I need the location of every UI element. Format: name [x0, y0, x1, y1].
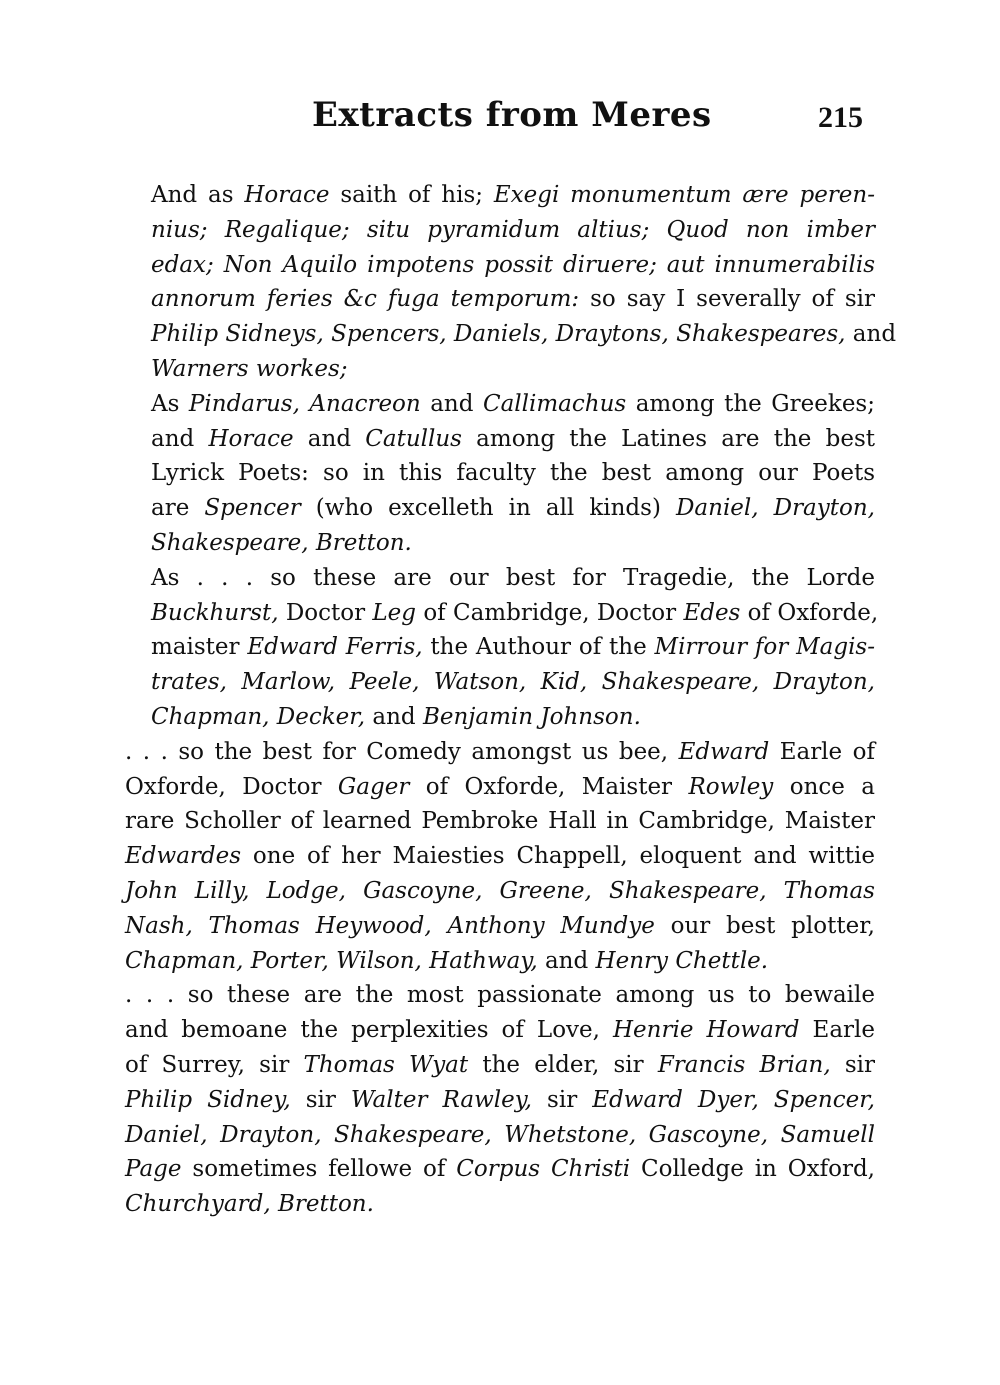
- italic-text: edax; Non Aquilo impotens possit diruere; aut innumerabilis: [151, 251, 875, 278]
- text-segment: one of her Maiesties Chappell, eloquent and wittie: [241, 843, 875, 870]
- italic-text: Edward: [678, 738, 770, 765]
- italic-text: Corpus Christi: [456, 1156, 631, 1183]
- italic-text: Exegi monumentum ære peren-: [493, 182, 875, 208]
- text-segment: among the Latines are the best: [461, 425, 876, 452]
- paragraph: [125, 978, 875, 1222]
- italic-text: Edwardes: [125, 843, 242, 870]
- text-line: [125, 456, 875, 491]
- text-line: [125, 700, 875, 735]
- text-line: [125, 352, 875, 387]
- page-number: 215: [818, 101, 863, 134]
- text-segment: the Authour of the: [422, 634, 655, 661]
- text-segment: Oxforde, Doctor: [125, 773, 338, 800]
- text-line: [125, 770, 875, 805]
- text-line: [125, 874, 875, 909]
- italic-text: Benjamin Johnson.: [422, 703, 641, 730]
- text-line: [125, 1083, 875, 1118]
- text-segment: Lyrick Poets: so in this faculty the best among our Poets: [151, 460, 875, 487]
- paragraph: [125, 387, 875, 561]
- italic-text: Philip Sidneys, Spencers, Daniels, Draytons, Shakespeares,: [151, 321, 846, 348]
- italic-text: Horace: [208, 425, 294, 452]
- text-segment: As . . . so these are our best for Tragedie, the Lorde: [151, 564, 875, 591]
- italic-text: Edward Dyer, Spencer,: [592, 1086, 875, 1113]
- italic-text: Page: [125, 1156, 182, 1183]
- text-segment: saith of his;: [329, 182, 494, 208]
- italic-text: Pindarus, Anacreon: [188, 390, 421, 417]
- italic-text: nius; Regalique; situ pyramidum altius; Quod non imber: [151, 216, 875, 243]
- italic-text: Philip Sidney,: [125, 1086, 291, 1113]
- text-segment: and: [293, 425, 366, 452]
- page-title: Extracts from Meres: [312, 95, 712, 135]
- text-segment: (who excelleth in all kinds): [300, 495, 676, 522]
- body-text: [125, 178, 897, 1222]
- text-line: [125, 1118, 875, 1153]
- italic-text: Henry Chettle.: [595, 947, 769, 974]
- paragraph: [125, 735, 875, 979]
- text-line: [125, 909, 875, 944]
- text-segment: sir: [830, 1051, 875, 1078]
- text-line: [125, 526, 875, 561]
- text-segment: Earle of: [769, 738, 875, 765]
- paragraph: [125, 178, 897, 387]
- text-segment: of Surrey, sir: [125, 1051, 304, 1078]
- italic-text: Edes: [683, 599, 741, 626]
- text-segment: As: [151, 390, 189, 417]
- text-segment: of Oxforde, Maister: [409, 773, 689, 800]
- italic-text: Warners workes;: [151, 355, 348, 382]
- text-segment: sir: [531, 1086, 593, 1113]
- text-line: [125, 1152, 875, 1187]
- text-segment: and: [365, 703, 423, 730]
- italic-text: Callimachus: [482, 390, 627, 417]
- text-segment: Earle: [799, 1017, 875, 1044]
- text-line: [125, 630, 875, 665]
- italic-text: Churchyard, Bretton.: [125, 1191, 374, 1218]
- text-segment: and: [537, 947, 596, 974]
- text-segment: and: [420, 390, 483, 417]
- text-segment: are: [151, 495, 205, 522]
- text-segment: so say I severally of sir: [579, 286, 875, 313]
- italic-text: Catullus: [365, 425, 462, 452]
- italic-text: Walter Rawley,: [350, 1086, 532, 1113]
- text-line: [125, 282, 875, 317]
- text-segment: rare Scholler of learned Pembroke Hall in Cambridge, Maister: [125, 808, 875, 835]
- italic-text: Mirrour for Magis-: [654, 634, 875, 661]
- text-segment: And as: [151, 182, 245, 208]
- text-line: [125, 387, 875, 422]
- italic-text: trates, Marlow, Peele, Watson, Kid, Shakespeare, Drayton,: [151, 669, 875, 696]
- text-segment: Colledge in Oxford,: [630, 1156, 875, 1183]
- italic-text: Chapman, Decker,: [151, 703, 366, 730]
- italic-text: Francis Brian,: [657, 1051, 831, 1078]
- text-line: [125, 978, 875, 1013]
- text-line: [125, 804, 875, 839]
- text-segment: of Cambridge, Doctor: [416, 599, 684, 626]
- italic-text: Daniel, Drayton,: [675, 495, 875, 522]
- text-segment: our best plotter,: [654, 912, 875, 939]
- text-segment: . . . so the best for Comedy amongst us bee,: [125, 738, 679, 765]
- text-line: [125, 596, 879, 631]
- text-segment: and: [151, 425, 209, 452]
- text-line: [125, 735, 875, 770]
- text-segment: once a: [773, 773, 875, 800]
- italic-text: Buckhurst,: [151, 599, 279, 626]
- italic-text: Shakespeare, Bretton.: [151, 529, 412, 556]
- italic-text: Edward Ferris,: [247, 634, 423, 661]
- text-line: [125, 839, 875, 874]
- text-line: [125, 422, 875, 457]
- text-segment: sir: [290, 1086, 351, 1113]
- paragraph: [125, 561, 879, 735]
- text-line: [125, 213, 875, 248]
- text-segment: of Oxforde,: [740, 599, 879, 626]
- text-line: [125, 1187, 875, 1222]
- italic-text: John Lilly, Lodge, Gascoyne, Greene, Shakespeare, Thomas: [125, 877, 875, 904]
- text-segment: maister: [151, 634, 248, 661]
- text-line: [125, 561, 875, 596]
- text-segment: and: [845, 321, 897, 348]
- italic-text: Horace: [244, 182, 330, 208]
- italic-text: Gager: [337, 773, 410, 800]
- italic-text: Leg: [372, 599, 417, 626]
- text-line: [125, 1013, 875, 1048]
- text-line: [125, 1048, 875, 1083]
- text-line: [125, 491, 875, 526]
- text-segment: sometimes fellowe of: [181, 1156, 457, 1183]
- italic-text: Spencer: [204, 495, 301, 522]
- text-line: [125, 248, 875, 283]
- text-line: [125, 178, 875, 213]
- text-line: [125, 944, 875, 979]
- running-head: [0, 95, 1000, 155]
- text-segment: and bemoane the perplexities of Love,: [125, 1017, 613, 1044]
- text-segment: . . . so these are the most passionate among us to bewaile: [125, 982, 875, 1009]
- italic-text: Thomas Wyat: [303, 1051, 469, 1078]
- italic-text: Daniel, Drayton, Shakespeare, Whetstone, Gascoyne, Samuell: [125, 1121, 875, 1148]
- text-segment: Doctor: [278, 599, 373, 626]
- italic-text: annorum feries &c fuga temporum:: [151, 286, 580, 313]
- text-line: [125, 317, 897, 352]
- text-line: [125, 665, 875, 700]
- italic-text: Rowley: [688, 773, 774, 800]
- italic-text: Henrie Howard: [613, 1017, 800, 1044]
- italic-text: Nash, Thomas Heywood, Anthony Mundye: [125, 912, 655, 939]
- italic-text: Chapman, Porter, Wilson, Hathway,: [125, 947, 538, 974]
- text-segment: the elder, sir: [468, 1051, 658, 1078]
- text-segment: among the Greekes;: [626, 390, 875, 417]
